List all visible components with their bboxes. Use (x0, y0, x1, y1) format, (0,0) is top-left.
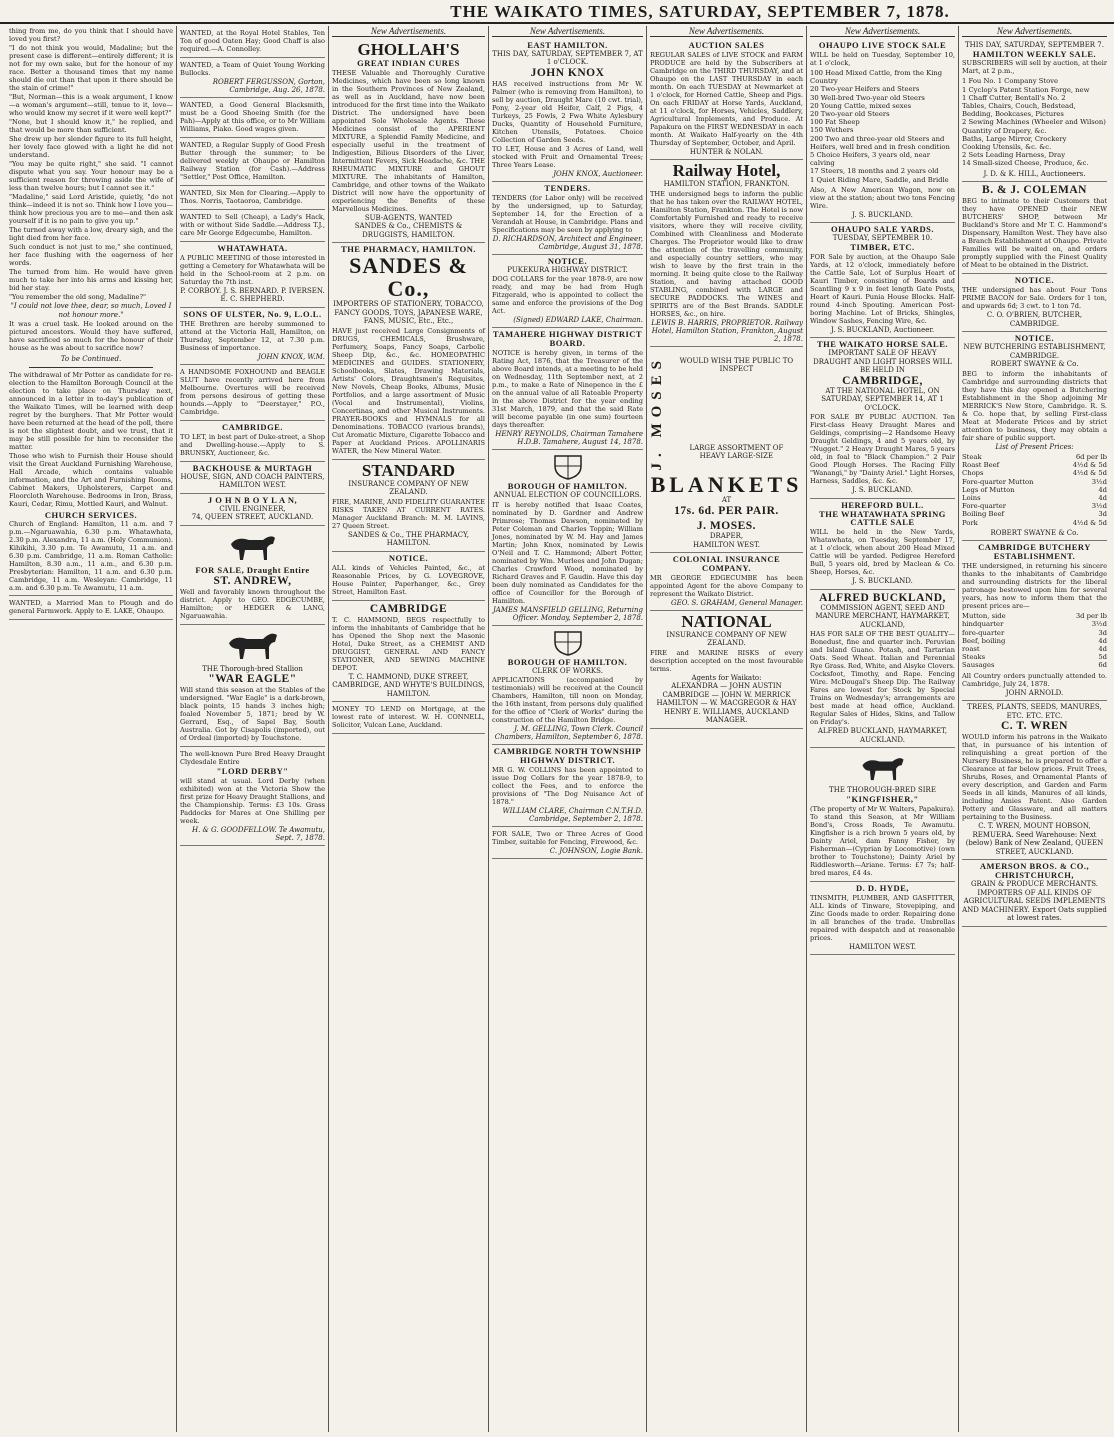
ohaupo-items (810, 69, 955, 184)
list-item: 2 Sets Leading Harness, Dray (962, 151, 1066, 160)
price-row: hindquarter 3½d (962, 620, 1107, 629)
ad-war-eagle: THE Thorough-bred Stallion "WAR EAGLE" Will stand this season at the Stables of the undersigned. "War Eagle" is a dark-brown, black points, 15 hands 3 inches high; foaled November 5, 1871; bred by W. Gerrard, Esq., of Sapel Bay, South Australia. Got by Cisapolis (imported), out of Ordeal (imported) by Touchstone. (180, 625, 325, 748)
divider (29, 367, 153, 368)
column-header: New Advertisements. (650, 26, 803, 37)
ad-timber-sale: FOR SALE, Two or Three Acres of Good Timber, suitable for Fencing, Firewood, &c. C. JOHNSON, Logie Bank. (492, 827, 643, 859)
story-line: "But, Norman—this is a weak argument, I know—a woman's argument—still, tenue to it, love—who would know my secret if it were well kept?" (9, 93, 173, 117)
agent-line: ALEXANDRA — JOHN AUSTIN (671, 682, 782, 691)
poem-quote: "I could not love thee, dear, so much, Loved I not honour more." (10, 302, 172, 319)
ad-john-knox: EAST HAMILTON. THIS DAY, SATURDAY, SEPTEMBER 7, AT 1 o'CLOCK. JOHN KNOX HAS received instructions from Mr W. Palmer (who is removing from Hamilton), to sell by auction, Draught Mare (10 cwt. trial), Pony, 2-year old Heifer, Calf, 2 Pigs, 4 Turkeys, 25 Fowls, 2 Fwa White Aylesbury Ducks, Quantity of Household Furniture, Kitchen Utensils, Potatoes. Choice Collection of Garden Seeds. TO LET, House and 3 Acres of Land, well stocked with Fruit and Ornamental Trees; Three Years Lease. JOHN KNOX, Auctioneer. (492, 39, 643, 182)
price-row: roast 4d (962, 645, 1107, 654)
list-item: 1 Cyclop's Patent Station Forge, new (962, 85, 1090, 94)
price-row: Fore-quarter 3½d (962, 502, 1107, 511)
ad-whatawhata: WHATAWHATA. A PUBLIC MEETING of those interested in getting a Cemetery for Whatawhata will be held in the School-room at 2 p.m. on Saturday the 7th inst. P. CORBOY. J. S. BERNARD. P. IVERSEN. E. C. SHEPHERD. (180, 242, 325, 308)
ad-amerson: AMERSON BROS. & CO., CHRISTCHURCH, GRAIN & PRODUCE MERCHANTS. IMPORTERS OF ALL KINDS OF AGRICULTURAL SEEDS IMPLEMENTS AND MACHINERY. Export Oats supplied at lowest rates. (962, 860, 1107, 926)
ad-obrien: NOTICE. THE undersigned has about Four Tons PRIME BACON for Sale. Orders for 1 ton, and upwards 6d; 3 cwt. to 1 ton 7d. C. O. O'BRIEN, BUTCHER, CAMBRIDGE. (962, 274, 1107, 332)
story-line: "None, but I should know it," he replied, and that would be more than sufficient. (9, 118, 173, 134)
column-header: New Advertisements. (810, 26, 955, 37)
column-6 (806, 26, 958, 1432)
ad-auction-sales: AUCTION SALES REGULAR SALES of LIVE STOCK and FARM PRODUCE are held by the Subscribers at Cambridge on the THIRD THURSDAY, and at Ohaupo on the LAST THURSDAY in each month. On each TUESDAY at Newmarket at 1 o'clock, for Horned Cattle, Sheep and Pigs. On each FRIDAY at Horse Yards, Auckland, at 11 o'clock, for Horses, Vehicles, Saddlery, Agricultural Implements, and Produce. At Papakura on the FIRST WEDNESDAY in each month. At Waikato Half-yearly on the 4th Thursday of September, October, and April. HUNTER & NOLAN. (650, 39, 803, 160)
ad-standard-insurance: STANDARD INSURANCE COMPANY OF NEW ZEALAND. FIRE, MARINE, AND FIDELITY GUARANTEE RISKS TAKEN AT CURRENT RATES. Manager Auckland Branch: M. M. LAVINS, 27 Queen Street. SANDES & Co., THE PHARMACY, HAMILTON. (332, 460, 485, 552)
columns (6, 26, 1110, 1432)
wanted-married-ad: WANTED, a Married Man to Plough and do general Farmwork. Apply to E. LAKE, Ohaupo. (9, 595, 173, 620)
price-row: fore-quarter 3d (962, 628, 1107, 637)
ad-lord-derby: The well-known Pure Bred Heavy Draught Clydesdale Entire "LORD DERBY" will stand at usual. Lord Derby (when exhibited) won at the Victoria Show the first prize for Heavy Draught Stallions, and the Championship. Terms: £3 10s. Grass Paddocks for Mares at One Shilling per week. H. & G. GOODFELLOW. Te Awamutu, Sept. 7, 1878. (180, 747, 325, 846)
ad-wanted-butter: WANTED, a Regular Supply of Good Fresh Butter through the summer; to be delivered weekly at Ohaupo or Hamilton Railway Station (for Cash).—Address "Settler," Post Office, Hamilton. (180, 138, 325, 186)
ad-ghollah: GHOLLAH'S GREAT INDIAN CURES THESE Valuable and Thoroughly Curative Medicines, which have been so long known in the Southern Provinces of New Zealand, as well as in Auckland, have now been introduced for the first time into the Waikato District. The undersigned have been appointed Sole Wholesale Agents. These Medicines consist of the APERIENT MIXTURE, a Splendid Family Medicine, and especially useful in the treatment of Indigestion, Bilious Disorders of the Liver, Intermittent Fevers, Sick Headache, &c. THE RHEUMATIC MIXTURE and GHOUT MIXTURE. The inhabitants of Hamilton, Cambridge, and other towns of the Waikato District will now have the opportunity of experiencing the Benefits of these Marvellous Medicines. SUB-AGENTS, WANTED SANDES & Co., CHEMISTS & DRUGGISTS, HAMILTON. (332, 39, 485, 243)
list-item: 100 Fat Sheep (810, 118, 860, 127)
ad-hereford-spring-sale: HEREFORD BULL. THE WHATAWHATA SPRING CATTLE SALE WILL be held in the New Yards, Whatawhata, on Tuesday, September 17, at 1 o'clock, when about 200 Head Mixed Cattle will be yarded. Pedigree Hereford Bull, 5 years old, bred by Maclean & Co. Sheep, Horses, &c. J. S. BUCKLAND. (810, 499, 955, 590)
ad-colonial-insurance: COLONIAL INSURANCE COMPANY. MR GEORGE EDGECUMBE has been appointed Agent for the above Company to represent the Waikato District. GEO. S. GRAHAM, General Manager. (650, 553, 803, 611)
moses-vertical-name: J. MOSES (649, 354, 665, 471)
price-row: Roast Beef 4½d & 5d (962, 461, 1107, 470)
ad-st-andrew: FOR SALE, Draught Entire ST. ANDREW, Well and favorably known throughout the district. Apply to GEO. EDGECUMBE, Hamilton; or HEDGER & LANG, Ngaruawahia. (180, 526, 325, 625)
list-item: 5 Choice Heifers, 3 years old, near calving (810, 150, 930, 168)
agent-line: HAMILTON — W. MACGREGOR & HAY (656, 699, 797, 708)
ad-hammond: CAMBRIDGE T. C. HAMMOND, BEGS respectfully to inform the inhabitants of Cambridge that he has Opened the Shop next the Masonic Hotel, Duke Street, as a CHEMIST AND DRUGGIST, GENERAL AND FANCY STATIONER, AND SEWING MACHINE DEPOT. T. C. HAMMOND, DUKE STREET, CAMBRIDGE, AND WHYTE'S BUILDINGS, HAMILTON. (332, 601, 485, 703)
ad-borough-election: BOROUGH OF HAMILTON. ANNUAL ELECTION OF COUNCILLORS. IT is hereby notified that Isaac Coates, nominated by D. Gardner and Andrew Primrose; Thomas Dawson, nominated by Peter Coleman and Charles Toppin; William Jones, nominated by W. M. Hay and James Martin; John Knox, nominated by Lewis O'Neil and T. C. Hammond; Albert Potter, nominated by Wm. Murlees and John Dugan; Charles Crawford Wood, nominated by Richard Graves and F. Gaudin. Have this day been duly nominated as Candidates for the office of Councillor for the Borough of Hamilton. JAMES MANSFIELD GELLING, Returning Officer. Monday, September 2, 1878. (492, 450, 643, 625)
ad-kingfisher: THE THOROUGH-BRED SIRE "KINGFISHER," (The property of Mr W. Walters, Papakura). To stand this Season, at Mr William Bond's, Cross Roads, Te Awamutu. Kingfisher is a rich brown 5 years old, by Dainty Ariel, dam Fanny Fisher, by Fisherman—(Cyprian by Locomotive) (own brother to Touchstone); Dainty Ariel by Riddlesworth—Ariane. Terms: £7 7s; half-bred mares, £4 4s. (810, 748, 955, 881)
ad-tamahere: TAMAHERE HIGHWAY DISTRICT BOARD. NOTICE is hereby given, in terms of the Rating Act, 1876, that the Treasurer of the above Board intends, at a meeting to be held on Wednesday, 11th September next, at 2 p.m., to make a Rate of Ninepence in the £ on the annual value of all Rateable Property in the above District for the year ending 31st March, 1879, and that the said Rate will become payable (in one sum) fourteen days thereafter. HENRY REYNOLDS, Chairman Tamahere H.D.B. Tamahere, August 14, 1878. (492, 328, 643, 450)
list-item: 20 Two-year Heifers and Steers (810, 85, 920, 94)
to-be-continued: To be Continued. (60, 355, 122, 363)
story-line: The turned away with a low, dreary sigh, and the light died from her face. (9, 226, 174, 242)
ad-national-insurance: NATIONAL INSURANCE COMPANY OF NEW ZEALAND. FIRE and MARINE RISKS of every description accepted on the most favourable terms. Agents for Waikato: ALEXANDRA — JOHN AUSTIN CAMBRIDGE — JOHN W. MERRICK HAMILTON — W. MACGREGOR & HAY HENRY E. WILLIAMS, AUCKLAND MANAGER. (650, 611, 803, 729)
story-line: The turned from him. He would have given much to take her into his arms and kissing her, bid her stay. (9, 268, 173, 292)
list-item: 20 Young Cattle, mixed sexes (810, 101, 912, 110)
price-row: Steaks 5d (962, 653, 1107, 662)
list-item: 1 Fou No. 1 Company Stove (962, 77, 1059, 86)
ad-sons-of-ulster: SONS OF ULSTER, No. 9, L.O.L. THE Brethren are hereby summoned to attend at the Victoria Hall, Hamilton, on Thursday, September 12, at 7.30 p.m. Business of importance. JOHN KNOX, W.M. (180, 308, 325, 365)
list-item: Cooking Utensils, &c. &c. (962, 143, 1052, 152)
coat-of-arms-icon (551, 630, 585, 656)
list-item: 17 Steers, 18 months and 2 years old (810, 167, 939, 176)
list-item: 2 Sewing Machines (Wheeler and Wilson) (962, 118, 1106, 127)
ad-money: MONEY TO LEND on Mortgage, at the lowest rate of interest. W. H. CONNELL, Solicitor, Vulcan Lane, Auckland. (332, 702, 485, 734)
price-row: Fore-quarter Mutton 3½d (962, 477, 1107, 486)
ad-wanted-sell-hack: WANTED to Sell (Cheap), a Lady's Hack, with or without Side Saddle.—Address T.J., care Mr George Edgecumbe, Hamilton. (180, 210, 325, 242)
weekly-items (962, 77, 1107, 167)
butchery-price-list (962, 612, 1107, 669)
list-item: 100 Head Mixed Cattle, from the King Country (810, 68, 943, 86)
horse-icon (223, 530, 283, 564)
story-line: "You may be quite right," she said. "I cannot dispute what you say. Your honour may be a sufficient reason for throwing aside the wife of less than twelve hours; but I cannot see it." (9, 160, 173, 192)
withdrawal-text: The withdrawal of Mr Potter as candidate for re-election to the Hamilton Borough Council at the election to take place on Thursday next, announced in a letter in to-day's publication of the Waikato Times, will be learned with deep regret by the burghers. That Mr Potter would have been returned at the head of the poll, there is not the slightest doubt, and we trust, that it may be still possible for him to reconsider the matter. (9, 370, 173, 451)
ad-coleman: B. & J. COLEMAN BEG to intimate to their Customers that they have OPENED their NEW BUTCHERS' SHOP, between Mr Buckland's Store and Mr T. C. Hammond's Dispensary, Hamilton West. They have also a Branch Establishment at Ohaupo. Private Families will be waited on, and orders promptly supplied with the Finest Quality of Meat to be obtained in the District. (962, 182, 1107, 274)
column-1 (6, 26, 176, 1432)
column-header: New Advertisements. (962, 26, 1107, 37)
price-row: Chops 4½d & 5d (962, 469, 1107, 478)
coat-of-arms-icon (551, 454, 585, 480)
ad-to-let: CAMBRIDGE. TO LET, in best part of Duke-street, a Shop and Dwelling-house.—Apply to S. BRUNSKY, Auctioneer, &c. (180, 421, 325, 462)
price-list (962, 453, 1107, 527)
story-line: "You remember the old song, Madaline?" (9, 293, 147, 301)
story-line: "Madaline," said Lord Aristide, quietly, "do not think—indeed it is not so. Think how I love you—think how precious you are to me—and then ask yourself if it is no pain to give you up." (9, 193, 173, 225)
story-line: thing from me, do you think that I should have loved you first? (9, 27, 173, 43)
ad-foxhound: A HANDSOME FOXHOUND and BEAGLE SLUT have recently arrived here from Melbourne. Overtures will be received from persons desirous of getting these hounds.—Apply to "Deerstayer," P.O., Cambridge. (180, 365, 325, 421)
ad-weekly-sale: THIS DAY, SATURDAY, SEPTEMBER 7. HAMILTON WEEKLY SALE. SUBSCRIBERS will sell by auction, at their Mart, at 2 p.m., 1 Fou No. 1 Company Stove 1 Cyclop's Patent Station Forge, new 1 Chaff Cutter, Bentall's No. 2 Tables, Chairs, Couch, Bedstead, Bedding, Bookcases, Pictures 2 Sewing Machines (Wheeler and Wilson) Quantity of Drapery, &c. Baths, Large Mirror, Crockery Cooking Utensils, &c. &c. 2 Sets Leading Harness, Dray 14 Small-sized Cheese, Produce, &c. J. D. & K. HILL, Auctioneers. (962, 39, 1107, 182)
agent-line: CAMBRIDGE — JOHN W. MERRICK (662, 690, 791, 699)
ad-tenders: TENDERS. TENDERS (for Labor only) will be received by the undersigned, up to Saturday, September 14, for the Erection of a Verandah at House, in Cambridge. Plans and Specifications may be seen by applying to D. RICHARDSON, Architect and Engineer, Cambridge, August 31, 1878. (492, 182, 643, 255)
masthead (0, 0, 1114, 24)
column-2 (176, 26, 328, 1432)
price-row: Sausages 6d (962, 661, 1107, 670)
ad-ohaupo-stock-sale: OHAUPO LIVE STOCK SALE WILL be held on Tuesday, September 10, at 1 o'clock, 100 Head Mixed Cattle, from the King Country 20 Two-year Heifers and Steers 30 Well-bred Two-year old Steers 20 Young Cattle, mixed sexes 20 Two-year old Steers 100 Fat Sheep 150 Wethers 200 Two and three-year old Steers and Heifers, well bred and in fresh condition 5 Choice Heifers, 3 years old, near calving 17 Steers, 18 months and 2 years old 1 Quiet Riding Mare, Saddle, and Bridle Also, A New American Wagon, now on view at the station; about two tons Fencing Wire. J. S. BUCKLAND. (810, 39, 955, 223)
list-item: 20 Two-year old Steers (810, 109, 890, 118)
list-item: Baths, Large Mirror, Crockery (962, 134, 1067, 143)
list-item: 14 Small-sized Cheese, Produce, &c. (962, 159, 1089, 168)
ad-moses-blankets: J. MOSES WOULD WISH THE PUBLIC TO INSPECT LARGE ASSORTMENT OF HEAVY LARGE-SIZE BLANKETS AT 17s. 6d. PER PAIR. J. MOSES. DRAPER, HAMILTON WEST. (650, 347, 803, 553)
column-5 (646, 26, 806, 1432)
list-item: Tables, Chairs, Couch, Bedstead, Bedding, Bookcases, Pictures (962, 102, 1076, 119)
ad-wren: TREES, PLANTS, SEEDS, MANURES, ETC. ETC. ETC. C. T. WREN WOULD inform his patrons in the Waikato that, in pursuance of his intention of relinquishing a great portion of the Nursery Business, he is prepared to offer a Clearance at far below prices. Fruit Trees, Shrubs, Roses, and Ornamental Plants of every description, and Garden and Farm Seeds in all kinds, Manures of all kinds, including Amies Patent. Also Garden Pottery and Glassware, and all matters pertaining to the Business. C. T. WREN, MOUNT HOBSON, REMUERA. Seed Warehouse: Next (below) Bank of New Zealand, QUEEN STREET, AUCKLAND. (962, 701, 1107, 860)
list-item: 30 Well-bred Two-year old Steers (810, 93, 925, 102)
story-line: It was a cruel task. He looked around on the pictured ancestors. Would they have suffered, have sacrificed so much for the honour of their house as he was about to sacrifice now? (9, 320, 173, 352)
list-item: 200 Two and three-year old Steers and Heifers, well bred and in fresh condition (810, 134, 950, 151)
price-row: Beef, boiling 4d (962, 636, 1107, 645)
story-line: Such conduct is not just to me," she continued, her face flushing with the eagerness of her words. (9, 243, 173, 267)
ad-pukekura: NOTICE. PUKEKURA HIGHWAY DISTRICT. DOG COLLARS for the year 1878-9, are now ready, and may be had from Hugh Fitzgerald, who is appointed to collect the same and enforce the provisions of the Dog Act. (Signed) EDWARD LAKE, Chairman. (492, 255, 643, 328)
ad-railway-hotel: Railway Hotel, HAMILTON STATION, FRANKTON. THE undersigned begs to inform the public that he has taken over the RAILWAY HOTEL, Hamilton Station, Frankton. The Hotel is now Comfortably Furnished and ready to receive visitors, where they will receive civility, Combined with Cleanliness and Moderate Charges. The Proprietor would like to draw the attention of the travelling community, and especially country settlers, who may wish to leave by the first train in the morning. It being quite close to the Railway Station, and having attached GOOD STABLING, combined with LARGE and SECURE PADDOCKS. The WINES and SPIRITS are of the Best Brands. SADDLE HORSES, &c., on hire. LEWIS B. HARRIS, PROPRIETOR. Railway Hotel, Hamilton Station, Frankton, August 2, 1878. (650, 160, 803, 346)
column-header: New Advertisements. (332, 26, 485, 37)
column-4 (488, 26, 646, 1432)
ad-wanted-bullocks: WANTED, a Team of Quiet Young Working Bullocks. ROBERT FERGUSSON, Gorton, Cambridge, Aug. 26, 1878. (180, 58, 325, 98)
church-heading: CHURCH SERVICES. (44, 509, 138, 520)
ad-ohaupo-yards: OHAUPO SALE YARDS. TUESDAY, SEPTEMBER 10. TIMBER, ETC. FOR Sale by auction, at the Ohaupo Sale Yards, at 12 o'clock, immediately before the Cattle Sale, Lot of Surplus Heart of Kauri Timber, consisting of Boards and Scantling 9 x 9 in feet length Gate Posts, Heart of Kauri. Punia House Blocks. Half-round 4-inch Spouting. American Post-boring Machine. Lot of Bricks, Shingles, Window Sashes, Fencing Wire, &c. J. S. BUCKLAND, Auctioneer. (810, 223, 955, 338)
ad-wanted-hay: WANTED, at the Royal Hotel Stables, Ten Ton of good Oaten Hay; Good Chaff is also required.—A. Connolley. (180, 26, 325, 58)
church-text: Church of England: Hamilton, 11 a.m. and 7 p.m.—Ngaruawahia, 6.30 p.m. Whatawhata, 2.30 p.m. Alexandra, 11 a.m. (Holy Communion). Kihikihi, 3.30 p.m. Te Awamutu, 11 a.m. and 6.30 p.m. Cambridge, 11 a.m. Roman Catholic: Hamilton, 8.30 a.m., 11 a.m., and 6.30 p.m. Presbyterian: Hamilton, 11 a.m. and 6.30 p.m. Cambridge, 11 a.m. Wesleyan: Cambridge, 11 a.m. and 6.30 p.m. Te Awamutu, 11 a.m. (9, 520, 173, 593)
column-3 (328, 26, 488, 1432)
ad-boylan: J O H N B O Y L A N, CIVIL ENGINEER, 74, QUEEN STREET, AUCKLAND. (180, 494, 325, 526)
price-row: Legs of Mutton 4d (962, 485, 1107, 494)
masthead-title: THE WAIKATO TIMES, SATURDAY, SEPTEMBER 7, 1878. (450, 2, 950, 21)
list-item: 1 Quiet Riding Mare, Saddle, and Bridle (810, 175, 949, 184)
ad-alfred-buckland: ALFRED BUCKLAND, COMMISSION AGENT, SEED AND MANURE MERCHANT, HAYMARKET, AUCKLAND, HAS FOR SALE OF THE BEST QUALITY—Bonedust, fine and quarter inch. Peruvian and Island Guano. Potash, and Tartarian Oats. Seed Wheat. Italian and Perennial Rye Grass. Red, White, and Alsyke Clovers. Cocksfoot, Timothy, and Rape. Fencing Wire. McDougal's Sheep Dip. The Railway Fares are lowest for Stock by Special Trains on Wednesday's; arrangements are best made at head office, Auckland. Regular Sales of Hides, Skins, and Tallow on Friday's. ALFRED BUCKLAND, HAYMARKET, AUCKLAND. (810, 590, 955, 749)
story-line: "I do not think you would, Madaline; but the present case is different—entirely different; it is not for my own sake, but for the honour of my race. Better a thousand times that my name should die out than that upon it there should be the stain of crime!" (9, 44, 173, 92)
ad-sandes: THE PHARMACY, HAMILTON. SANDES & Co., IMPORTERS OF STATIONERY, TOBACCO, FANCY GOODS, TOYS, JAPANESE WARE, FANS, MUSIC, Etc., Etc., HAVE just received Large Consignments of DRUGS, CHEMICALS, Brushware, Perfumery, Soaps, Fancy Soaps, Carbolic Sheep Dip, &c., &c. HOMEOPATHIC MEDICINES and GUIDES. STATIONERY, Schoolbooks, Slates, Drawing Materials, Artists' Colors, Draughtsmen's Requisites, New Novels, Cheap Books, Albums, Music Portfolios, and a large assortment of Music (Vocal and Instrumental), Violins, Concertinas, and other Musical Instruments. PRAYER-BOOKS and HYMNALS for all Denominations. TOBACCO (various brands), Cut Aromatic Mixture, Cigarette Tobacco and Paper at Auckland Prices. APOLLINARIS WATER, the New Mineral Water. (332, 243, 485, 460)
furnishing-text: Those who wish to Furnish their House should visit the Great Auckland Furnishing Warehouse, Hall Arcade, which contains valuable information, and the Art and Furnishing Rooms, Cabinet Makers, Upholsterers, Carpet and Floorcloth Warehouse. Bedrooms in Iron, Brass, Kauri, Cedar, Rimu, Mottled Kauri, and Walnut. (9, 451, 173, 508)
ad-cambridge-butchery: CAMBRIDGE BUTCHERY ESTABLISHMENT. THE undersigned, in returning his sincere thanks to the inhabitants of Cambridge and surrounding districts for the liberal patronage bestowed upon him for several years, has now to inform them that the present prices are— Mutton, side 3d per lb hindquarter 3½d fore-quarter 3d Beef, boiling 4d roast 4d Steaks 5d Sausages 6d All Country orders punctually attended to. Cambridge, July 24, 1878. JOHN ARNOLD. (962, 541, 1107, 701)
ad-horse-sale: THE WAIKATO HORSE SALE. IMPORTANT SALE OF HEAVY DRAUGHT AND LIGHT HORSES WILL BE HELD IN CAMBRIDGE, AT THE NATIONAL HOTEL, ON SATURDAY, SEPTEMBER 14, AT 1 O'CLOCK. FOR SALE BY PUBLIC AUCTION. Ten First-class Heavy Draught Mares and Geldings, comprising—2 Handsome Heavy Draught Geldings, 4 and 5 years old, by "Nugget." 2 Heavy Draught Mares, 5 years old, in foal to "Black Champion." 2 Pair Good Plough Horses. The Racing Filly "Wanangi," by "Dainty Ariel." Light Horses, Harness, Saddles, &c. &c. J. S. BUCKLAND. (810, 338, 955, 498)
price-row: Pork 4½d & 5d (962, 518, 1107, 527)
list-item: 150 Wethers (810, 126, 854, 135)
story-line: She drew up her slender figure to its full height, her lovely face glowed with a light he did not understand. (9, 135, 173, 159)
price-row: Loins 4d (962, 494, 1107, 503)
price-row: Boiling Beef 3d (962, 510, 1107, 519)
stallion-icon (223, 629, 283, 663)
ad-hyde: D. D. HYDE, TINSMITH, PLUMBER, AND GASFITTER, ALL kinds of Tinware, Stovepiping, and Zinc Goods made to order. Repairing done in all branches of the trade. Umbrellas repaired with despatch and at reasonable prices. HAMILTON WEST. (810, 882, 955, 955)
ad-wanted-men: WANTED, Six Men for Clearing.—Apply to Thos. Norris, Taotaoroa, Cambridge. (180, 186, 325, 210)
column-header: New Advertisements. (492, 26, 643, 37)
ad-cambridge-highway: CAMBRIDGE NORTH TOWNSHIP HIGHWAY DISTRICT. MR G. W. COLLINS has been appointed to issue Dog Collars for the year 1878-9, to collect the Fees, and to enforce the provisions of "The Dog Nuisance Act of 1878." WILLIAM CLARE, Chairman C.N.T.H.D. Cambridge, September 2, 1878. (492, 745, 643, 827)
column-7 (958, 26, 1110, 1432)
ad-lovegrove: NOTICE. ALL kinds of Vehicles Painted, &c., at Reasonable Prices, by G. LOVEGROVE, House Painter, Paperhanger, &c., Grey Street, Hamilton East. (332, 552, 485, 601)
list-item: Quantity of Drapery, &c. (962, 126, 1047, 135)
price-row: Steak 6d per lb (962, 453, 1107, 462)
ad-backhouse: BACKHOUSE & MURTAGH HOUSE, SIGN, AND COACH PAINTERS, HAMILTON WEST. (180, 462, 325, 494)
horse-icon (855, 752, 911, 784)
ad-wanted-blacksmith: WANTED, a Good General Blacksmith, must be a Good Shoeing Smith (for the Pah)—Apply at this office, or to Mr William Williams, Piako. Good wages given. (180, 98, 325, 138)
ad-swayne: NOTICE. NEW BUTCHERING ESTABLISHMENT, CAMBRIDGE. ROBERT SWAYNE & Co. BEG to inform the inhabitants of Cambridge and surrounding districts that they have this day opened a Butchering Establishment in the Shop adjoining Mr MERRICK'S New Store, Cambridge. R. S. & Co. hope that, by selling First-class Meat at Moderate Prices and by strict attention to business, they may obtain a fair share of public support. List of Present Prices: Steak 6d per lb Roast Beef 4½d & 5d Chops 4½d & 5d Fore-quarter Mutton 3½d Legs of Mutton 4d Loins 4d Fore-quarter 3½d Boiling Beef 3d Pork 4½d & 5d ROBERT SWAYNE & Co. (962, 332, 1107, 541)
price-row: Mutton, side 3d per lb (962, 612, 1107, 621)
list-item: 1 Chaff Cutter, Bentall's No. 2 (962, 93, 1066, 102)
ad-clerk-of-works: BOROUGH OF HAMILTON. CLERK OF WORKS. APPLICATIONS (accompanied by testimonials) will be received at the Council Chambers, Hamilton, till noon on Monday, the 16th instant, from persons duly qualified for the office of "Clerk of Works" during the construction of the Hamilton Bridge. J. M. GELLING, Town Clerk. Council Chambers, Hamilton, September 6, 1878. (492, 626, 643, 745)
